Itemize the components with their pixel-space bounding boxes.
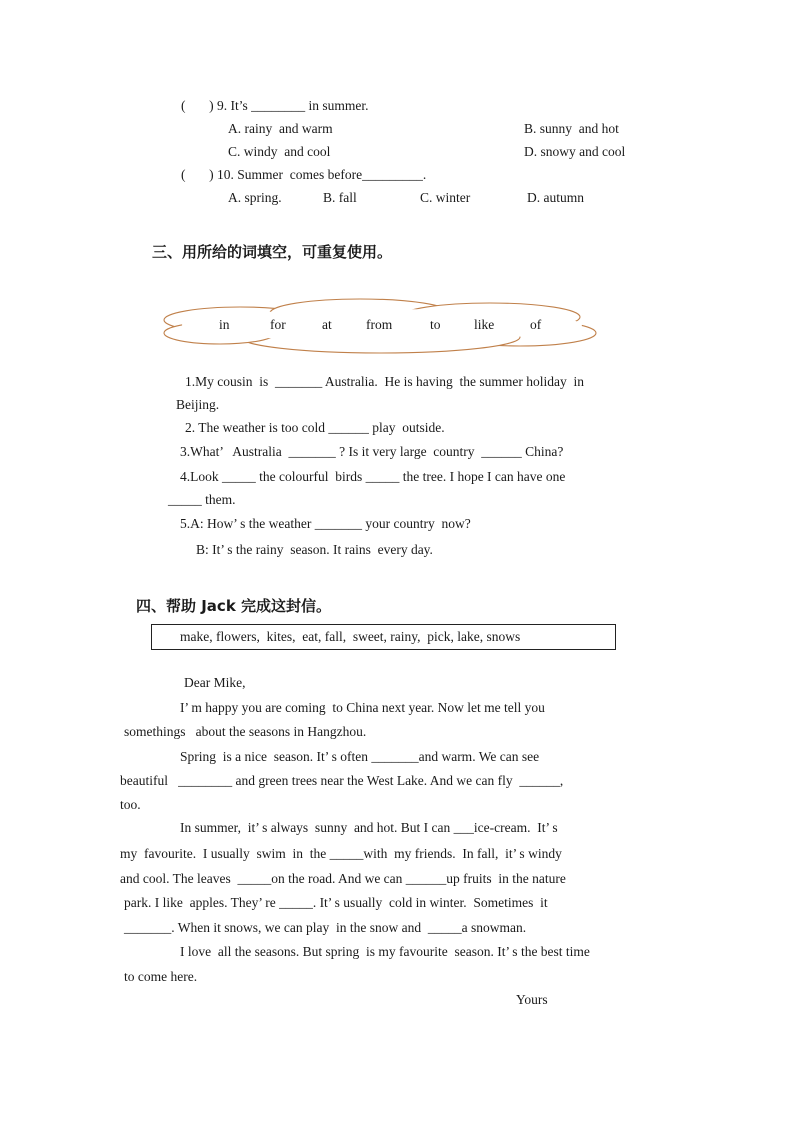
s3-line-8: B: It’ s the rainy season. It rains every day. bbox=[196, 542, 433, 557]
letter-line: to come here. bbox=[124, 969, 198, 984]
q9-option-a: A. rainy and warm bbox=[228, 121, 333, 136]
q10-option-a: A. spring. bbox=[228, 190, 282, 205]
section3-heading: 三、用所给的词填空，可重复使用。 bbox=[152, 243, 393, 261]
letter-line: Spring is a nice season. It’ s often _______and warm. We can see bbox=[180, 749, 540, 764]
q9-option-c: C. windy and cool bbox=[228, 144, 331, 159]
s3-line-6: _____ them. bbox=[168, 492, 236, 507]
q10-option-c: C. winter bbox=[420, 190, 471, 205]
q10-option-d: D. autumn bbox=[527, 190, 584, 205]
section4-heading: 四、帮助 Jack 完成这封信。 bbox=[136, 597, 332, 615]
cloud-word-to: to bbox=[430, 317, 441, 332]
cloud-word-like: like bbox=[474, 317, 495, 332]
word-bank-box bbox=[151, 624, 616, 650]
letter-greeting: Dear Mike, bbox=[184, 675, 246, 690]
letter-signoff: Yours bbox=[516, 992, 548, 1007]
s3-line-2: Beijing. bbox=[176, 397, 220, 412]
cloud-word-in: in bbox=[219, 317, 230, 332]
q10-option-b: B. fall bbox=[323, 190, 357, 205]
letter-line: somethings about the seasons in Hangzhou. bbox=[124, 724, 367, 739]
s3-line-1: 1.My cousin is _______ Australia. He is having the summer holiday in bbox=[185, 374, 584, 389]
q9-stem: ( ) 9. It’s ________ in summer. bbox=[181, 98, 369, 113]
cloud-word-of: of bbox=[530, 317, 542, 332]
q9-option-d: D. snowy and cool bbox=[524, 144, 626, 159]
word-bank-text: make, flowers, kites, eat, fall, sweet, rainy, pick, lake, snows bbox=[180, 629, 521, 644]
letter-line: and cool. The leaves _____on the road. And we can ______up fruits in the nature bbox=[120, 871, 566, 886]
letter-line: beautiful ________ and green trees near the West Lake. And we can fly ______, bbox=[120, 773, 564, 788]
s3-line-5: 4.Look _____ the colourful birds _____ the tree. I hope I can have one bbox=[180, 469, 566, 484]
cloud-word-for: for bbox=[270, 317, 286, 332]
letter-line: _______. When it snows, we can play in the snow and _____a snowman. bbox=[124, 920, 527, 935]
cloud-word-at: at bbox=[322, 317, 332, 332]
letter-line: I love all the seasons. But spring is my favourite season. It’ s the best time bbox=[180, 944, 590, 959]
letter-line: park. I like apples. They’ re _____. It’ s usually cold in winter. Sometimes it bbox=[124, 895, 548, 910]
letter-line: I’ m happy you are coming to China next year. Now let me tell you bbox=[180, 700, 545, 715]
s3-line-4: 3.What’ Australia _______ ? Is it very large country ______ China? bbox=[180, 444, 564, 459]
s3-line-7: 5.A: How’ s the weather _______ your country now? bbox=[180, 516, 471, 531]
letter-line: In summer, it’ s always sunny and hot. But I can ___ice-cream. It’ s bbox=[180, 820, 558, 835]
letter-line: my favourite. I usually swim in the _____with my friends. In fall, it’ s windy bbox=[120, 846, 562, 861]
q9-option-b: B. sunny and hot bbox=[524, 121, 619, 136]
s3-line-3: 2. The weather is too cold ______ play outside. bbox=[185, 420, 445, 435]
letter-line: too. bbox=[120, 797, 141, 812]
q10-stem: ( ) 10. Summer comes before_________. bbox=[181, 167, 427, 182]
cloud-word-from: from bbox=[366, 317, 393, 332]
